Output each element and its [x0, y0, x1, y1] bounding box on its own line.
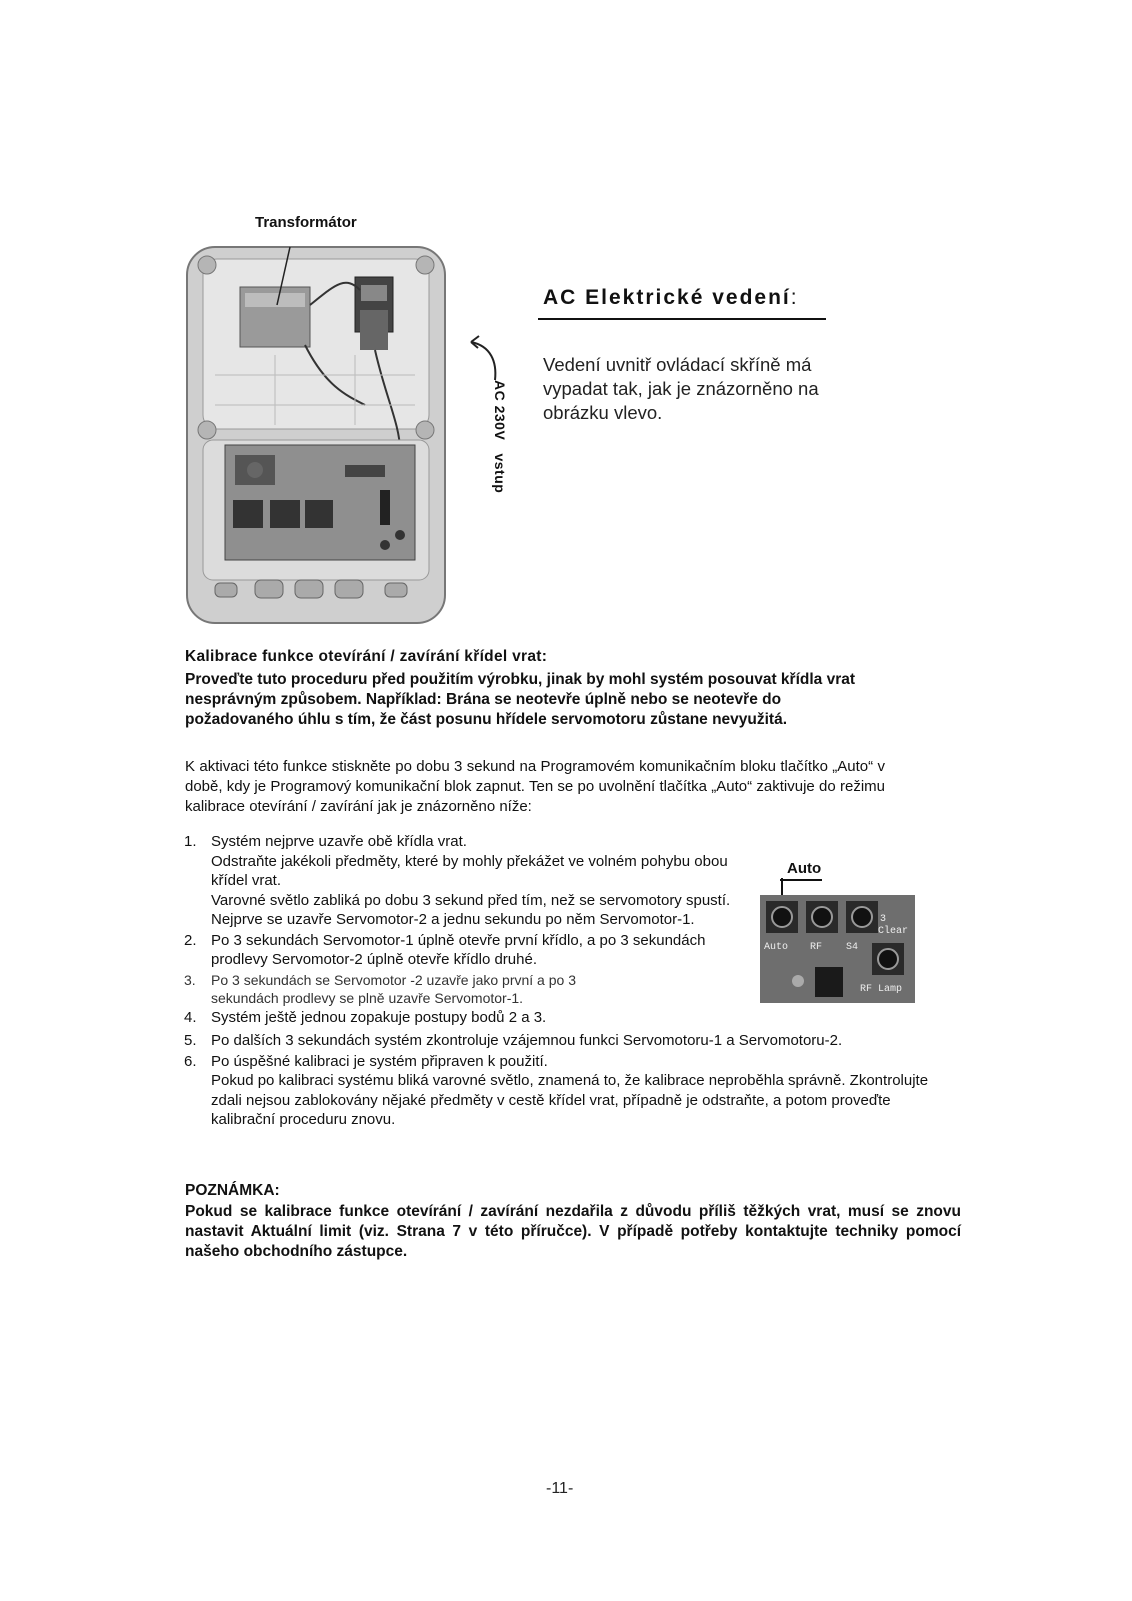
- calibration-intro: K aktivaci této funkce stiskněte po dobu 3 sekund na Programovém komunikačním bloku tlačítko „Auto“ v době, kdy je Programový komunikační blok zapnut. Ten se po uvolnění tlačítka „Auto“ zaktivuje do režimu kalibrace otevírání / zavírání jak je znázorněno níže:: [185, 758, 885, 815]
- ac-section-description: Vedení uvnitř ovládací skříně má vypadat tak, jak je znázorněno na obrázku vlevo.: [543, 354, 819, 423]
- list-item: [184, 931, 731, 970]
- calibration-warning: Proveďte tuto proceduru před použitím výrobku, jinak by mohl systém posouvat křídla vrat nesprávným způsobem. Například: Brána se neotevře úplně nebo se neotevře do požadovaného úhlu s tím, že část posunu hřídele servomotoru zůstane nevyužitá.: [185, 671, 856, 728]
- step-subtext: Pokud po kalibraci systému bliká varovné světlo, znamená to, že kalibrace neproběhla správně. Zkontrolujte zdali nejsou zablokovány nějaké předměty v cestě křídel vrat, případně je odstraňte, a potom proveďte kalibrační proceduru znovu.: [211, 1072, 929, 1128]
- page-number: -11-: [546, 1480, 574, 1497]
- step-subtext: Varovné světlo zabliká po dobu 3 sekund před tím, než se servomotory spustí. Nejprve se uzavře Servomotor-2 a jednu sekundu po něm Servomotor-1.: [211, 891, 731, 928]
- pcb-label-auto: Auto: [764, 942, 789, 953]
- pcb-label-rf-lamp: RF Lamp: [860, 984, 903, 995]
- step-text: Po 3 sekundách se Servomotor -2 uzavře jako první a po 3 sekundách prodlevy se plně uzavře Servomotor-1.: [211, 971, 576, 1006]
- pcb-label-clear: Clear: [878, 926, 909, 937]
- step-subtext: Odstraňte jakékoli předměty, které by mohly překážet ve volném pohybu obou křídel vrat.: [211, 852, 728, 889]
- list-item: [184, 971, 641, 1007]
- pcb-buttons-photo: [760, 895, 915, 1003]
- pcb-label-rf: RF: [810, 942, 823, 953]
- step-number: 2.: [184, 931, 197, 949]
- ac-title-underline: [538, 318, 826, 320]
- step-number: 4.: [184, 1008, 197, 1026]
- list-item: [184, 832, 731, 930]
- pcb-label-s4: S4: [846, 942, 859, 953]
- auto-button-label: Auto: [787, 860, 822, 877]
- ac-title-colon: :: [790, 286, 799, 309]
- ac-title-text: AC Elektrické vedení: [543, 286, 791, 309]
- list-item: [184, 1052, 951, 1130]
- calibration-heading: Kalibrace funkce otevírání / zavírání křídel vrat:: [185, 648, 548, 665]
- pcb-label-3: 3: [880, 914, 887, 925]
- list-item: [184, 1031, 944, 1051]
- ac-section-title: [543, 286, 799, 310]
- curved-arrow-icon: [465, 332, 505, 382]
- note-text: Pokud se kalibrace funkce otevírání / zavírání nezdařila z důvodu příliš těžkých vrat, musí se znovu nastavit Aktuální limit (viz. Strana 7 v této příručce). V případě potřeby kontaktujte techniky pomocí našeho obchodního zástupce.: [185, 1203, 961, 1260]
- step-number: 5.: [184, 1032, 197, 1049]
- ac-input-label-text: AC 230V vstup: [492, 380, 508, 494]
- control-box-photo: [185, 245, 447, 625]
- step-text: Systém ještě jednou zopakuje postupy bodů 2 a 3.: [211, 1008, 547, 1026]
- step-text: Systém nejprve uzavře obě křídla vrat.: [211, 833, 467, 850]
- list-item: [184, 1008, 944, 1028]
- step-text: Po 3 sekundách Servomotor-1 úplně otevře první křídlo, a po 3 sekundách prodlevy Servomotor-2 úplně otevře křídlo druhé.: [211, 931, 706, 968]
- step-text: Po dalších 3 sekundách systém zkontroluje vzájemnou funkci Servomotoru-1 a Servomotoru-2.: [211, 1032, 843, 1049]
- ac-input-vertical-label: [492, 380, 522, 494]
- step-number: 1.: [184, 833, 197, 850]
- note-title: POZNÁMKA:: [185, 1182, 280, 1199]
- step-number: 6.: [184, 1052, 197, 1070]
- step-text: Po úspěšné kalibraci je systém připraven k použití.: [211, 1052, 548, 1070]
- transformer-label: Transformátor: [255, 214, 357, 231]
- step-number: 3.: [184, 971, 196, 988]
